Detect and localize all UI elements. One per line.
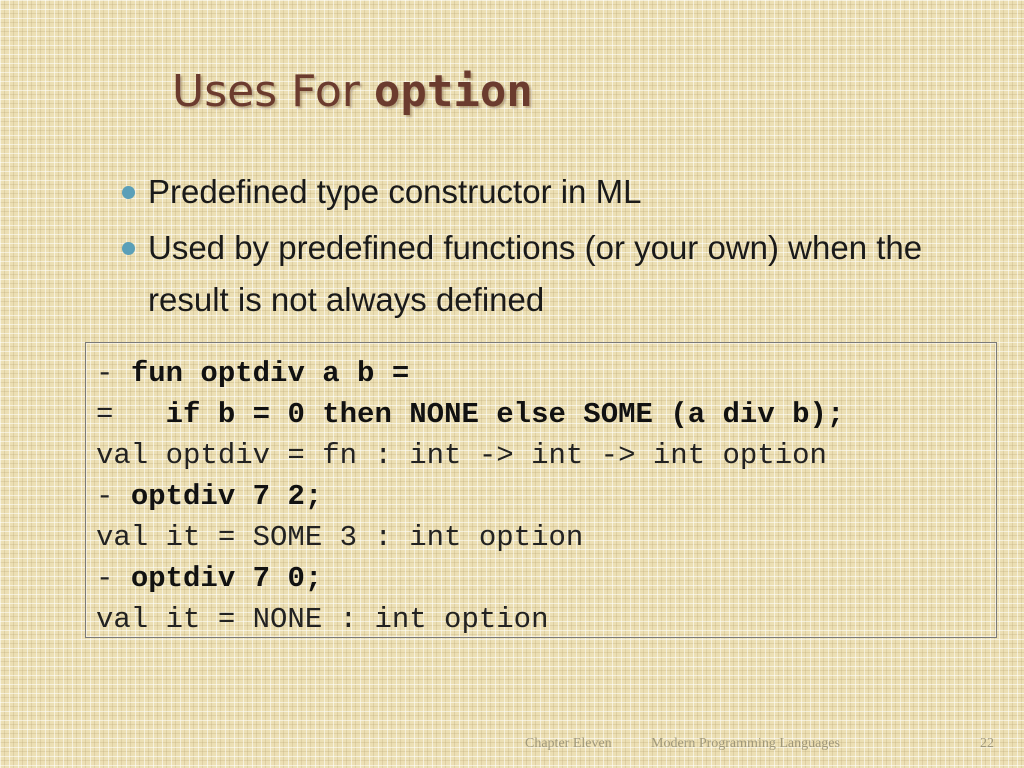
code-output: val it = SOME 3 : int option [96, 521, 584, 554]
slide-title-text: Uses For [172, 66, 374, 117]
code-input: optdiv 7 2; [130, 480, 323, 513]
bullet-text: Predefined type constructor in ML [148, 173, 642, 210]
slide-title-code: option [373, 66, 533, 117]
code-output: val optdiv = fn : int -> int -> int option [96, 439, 827, 472]
bullet-dot-icon [122, 242, 135, 255]
bullet-list [120, 166, 980, 330]
bullet-item [120, 166, 980, 218]
code-line [96, 476, 986, 517]
footer-page-number: 22 [980, 736, 994, 751]
code-line [96, 435, 986, 476]
bullet-dot-icon [122, 186, 135, 199]
code-line [96, 599, 986, 640]
footer-course-title: Modern Programming Languages [651, 736, 840, 751]
code-line [96, 394, 986, 435]
code-input: if b = 0 then NONE else SOME (a div b); [165, 398, 845, 431]
code-prompt: - [96, 480, 131, 513]
bullet-item [120, 222, 980, 326]
code-line [96, 558, 986, 599]
code-prompt: - [96, 562, 131, 595]
footer-chapter: Chapter Eleven [525, 736, 612, 751]
code-line [96, 353, 986, 394]
code-prompt: - [96, 357, 131, 390]
code-prompt: = [96, 398, 166, 431]
slide-title [172, 62, 533, 122]
code-input: optdiv 7 0; [130, 562, 323, 595]
code-block [85, 342, 997, 638]
code-line [96, 517, 986, 558]
bullet-text: Used by predefined functions (or your own) when the result is not always defined [148, 229, 923, 318]
code-output: val it = NONE : int option [96, 603, 549, 636]
code-input: fun optdiv a b = [130, 357, 410, 390]
